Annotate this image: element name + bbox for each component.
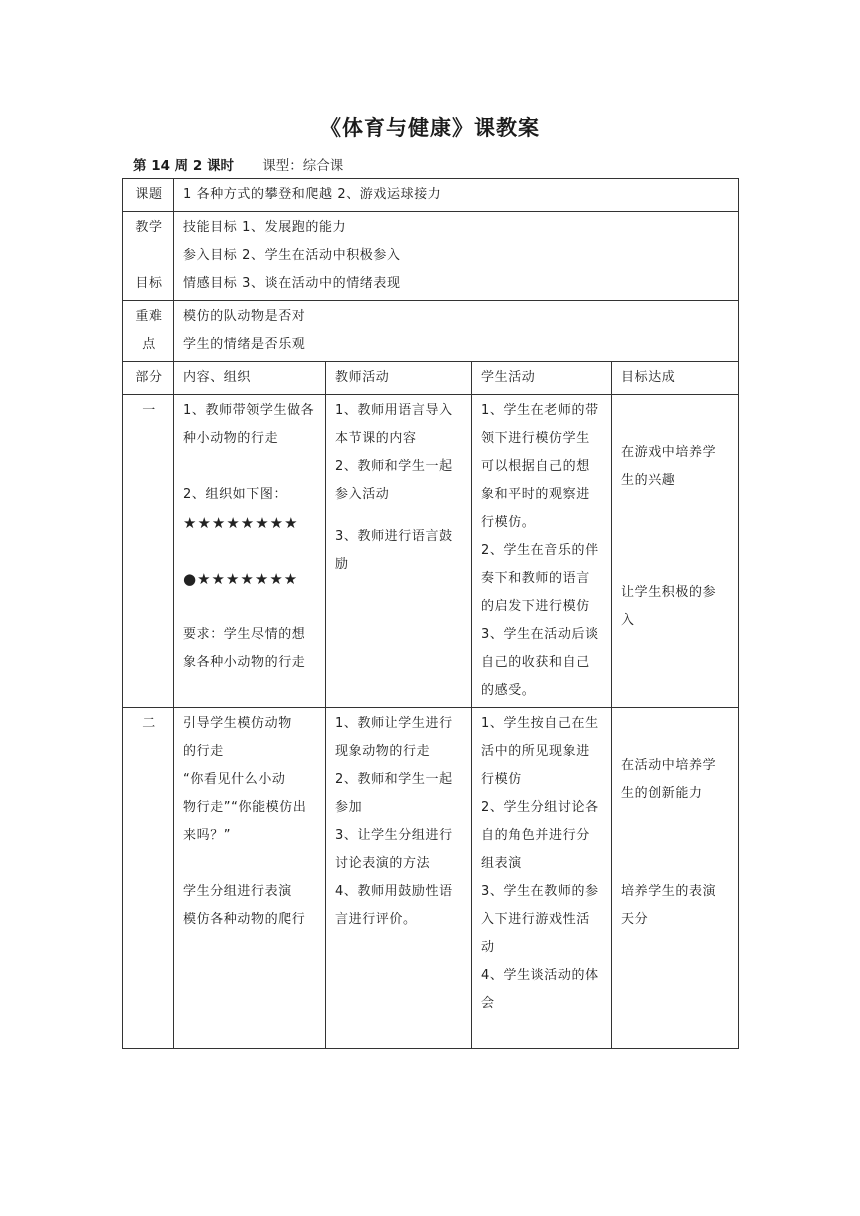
content-line: 种小动物的行走 xyxy=(183,431,279,446)
goal-achieved-line: 让学生积极的参 xyxy=(621,585,717,600)
column-header: 目标达成 xyxy=(612,362,739,395)
difficulty-label xyxy=(123,301,174,362)
goal-line: 情感目标 3、谈在活动中的情绪表现 xyxy=(183,276,401,291)
content-line: “你看见什么小动 xyxy=(183,772,286,787)
difficulty-row xyxy=(123,301,739,362)
student-line: 2、学生分组讨论各 xyxy=(481,800,599,815)
section-two-part: 二 xyxy=(123,708,174,1049)
column-header: 教师活动 xyxy=(326,362,472,395)
formation-row-teacher: ●★★★★★★★ xyxy=(183,570,299,588)
section-two-student xyxy=(472,708,612,1049)
section-two-teacher xyxy=(326,708,472,1049)
teacher-line: 2、教师和学生一起 xyxy=(335,459,453,474)
student-line: 领下进行模仿学生 xyxy=(481,431,590,446)
goal-line: 技能目标 1、发展跑的能力 xyxy=(183,220,347,235)
teacher-line: 2、教师和学生一起 xyxy=(335,772,453,787)
document-title: 《体育与健康》课教案 xyxy=(320,116,540,140)
section-one-content xyxy=(174,395,326,708)
student-line: 组表演 xyxy=(481,856,522,871)
student-line: 动 xyxy=(481,940,495,955)
section-one-row xyxy=(123,395,739,708)
column-header-row xyxy=(123,362,739,395)
goal-achieved-line: 天分 xyxy=(621,912,649,927)
section-one-part: 一 xyxy=(123,395,174,708)
student-line: 3、学生在教师的参 xyxy=(481,884,599,899)
student-line: 入下进行游戏性活 xyxy=(481,912,590,927)
teacher-line: 4、教师用鼓励性语 xyxy=(335,884,453,899)
content-line: 1、教师带领学生做各 xyxy=(183,403,315,418)
content-line: 来吗？” xyxy=(183,828,232,843)
goals-row xyxy=(123,212,739,301)
lesson-info xyxy=(133,154,343,174)
column-header: 学生活动 xyxy=(472,362,612,395)
content-line: 2、组织如下图： xyxy=(183,487,288,502)
goal-achieved-line: 在活动中培养学 xyxy=(621,758,717,773)
student-line: 自的角色并进行分 xyxy=(481,828,590,843)
goal-achieved-line: 培养学生的表演 xyxy=(621,884,717,899)
formation-row-stars: ★★★★★★★★ xyxy=(183,514,299,532)
teacher-line: 1、教师让学生进行 xyxy=(335,716,453,731)
student-line: 奏下和教师的语言 xyxy=(481,571,590,586)
difficulty-label-top: 重难 xyxy=(135,309,163,324)
student-line: 行模仿 xyxy=(481,772,522,787)
topic-label: 课题 xyxy=(123,179,174,212)
student-line: 可以根据自己的想 xyxy=(481,459,590,474)
student-line: 自己的收获和自己 xyxy=(481,655,590,670)
difficulty-line: 学生的情绪是否乐观 xyxy=(183,337,306,352)
student-line: 3、学生在活动后谈 xyxy=(481,627,599,642)
topic-text: 1 各种方式的攀登和爬越 2、游戏运球接力 xyxy=(174,179,739,212)
column-header: 内容、组织 xyxy=(174,362,326,395)
teacher-line: 讨论表演的方法 xyxy=(335,856,431,871)
student-line: 行模仿。 xyxy=(481,515,536,530)
goal-achieved-line: 在游戏中培养学 xyxy=(621,445,717,460)
content-line: 象各种小动物的行走 xyxy=(183,655,306,670)
teacher-line: 励 xyxy=(335,557,349,572)
lesson-plan-table xyxy=(122,178,739,1049)
teacher-line: 参入活动 xyxy=(335,487,390,502)
difficulty-line: 模仿的队动物是否对 xyxy=(183,309,306,324)
goal-achieved-line: 生的兴趣 xyxy=(621,473,676,488)
section-two-goal xyxy=(612,708,739,1049)
goals-label xyxy=(123,212,174,301)
teacher-line: 参加 xyxy=(335,800,363,815)
student-line: 4、学生谈活动的体 xyxy=(481,968,599,983)
section-one-goal xyxy=(612,395,739,708)
difficulty-text xyxy=(174,301,739,362)
week-lesson: 第 14 周 2 课时 xyxy=(133,158,234,174)
student-line: 的启发下进行模仿 xyxy=(481,599,590,614)
student-line: 活中的所见现象进 xyxy=(481,744,590,759)
teacher-line: 本节课的内容 xyxy=(335,431,417,446)
section-one-teacher xyxy=(326,395,472,708)
goal-achieved-line: 入 xyxy=(621,613,635,628)
section-one-student xyxy=(472,395,612,708)
goals-label-bottom: 目标 xyxy=(135,276,163,291)
difficulty-label-bottom: 点 xyxy=(142,337,156,352)
content-line: 模仿各种动物的爬行 xyxy=(183,912,306,927)
content-line: 引导学生模仿动物 xyxy=(183,716,292,731)
student-line: 2、学生在音乐的伴 xyxy=(481,543,599,558)
column-header: 部分 xyxy=(123,362,174,395)
student-line: 的感受。 xyxy=(481,683,536,698)
goal-line: 参入目标 2、学生在活动中积极参入 xyxy=(183,248,401,263)
teacher-line: 言进行评价。 xyxy=(335,912,417,927)
goals-text xyxy=(174,212,739,301)
teacher-line: 现象动物的行走 xyxy=(335,744,431,759)
content-line: 学生分组进行表演 xyxy=(183,884,292,899)
teacher-line: 3、教师进行语言鼓 xyxy=(335,529,453,544)
student-line: 象和平时的观察进 xyxy=(481,487,590,502)
teacher-line: 3、让学生分组进行 xyxy=(335,828,453,843)
student-line: 1、学生按自己在生 xyxy=(481,716,599,731)
lesson-type: 课型：综合课 xyxy=(262,158,344,174)
teacher-line: 1、教师用语言导入 xyxy=(335,403,453,418)
goal-achieved-line: 生的创新能力 xyxy=(621,786,703,801)
section-two-content xyxy=(174,708,326,1049)
student-line: 会 xyxy=(481,996,495,1011)
student-line: 1、学生在老师的带 xyxy=(481,403,599,418)
content-line: 的行走 xyxy=(183,744,224,759)
content-line: 物行走”“你能模仿出 xyxy=(183,800,307,815)
section-two-row xyxy=(123,708,739,1049)
topic-row xyxy=(123,179,739,212)
content-line: 要求：学生尽情的想 xyxy=(183,627,306,642)
goals-label-top: 教学 xyxy=(135,220,163,235)
